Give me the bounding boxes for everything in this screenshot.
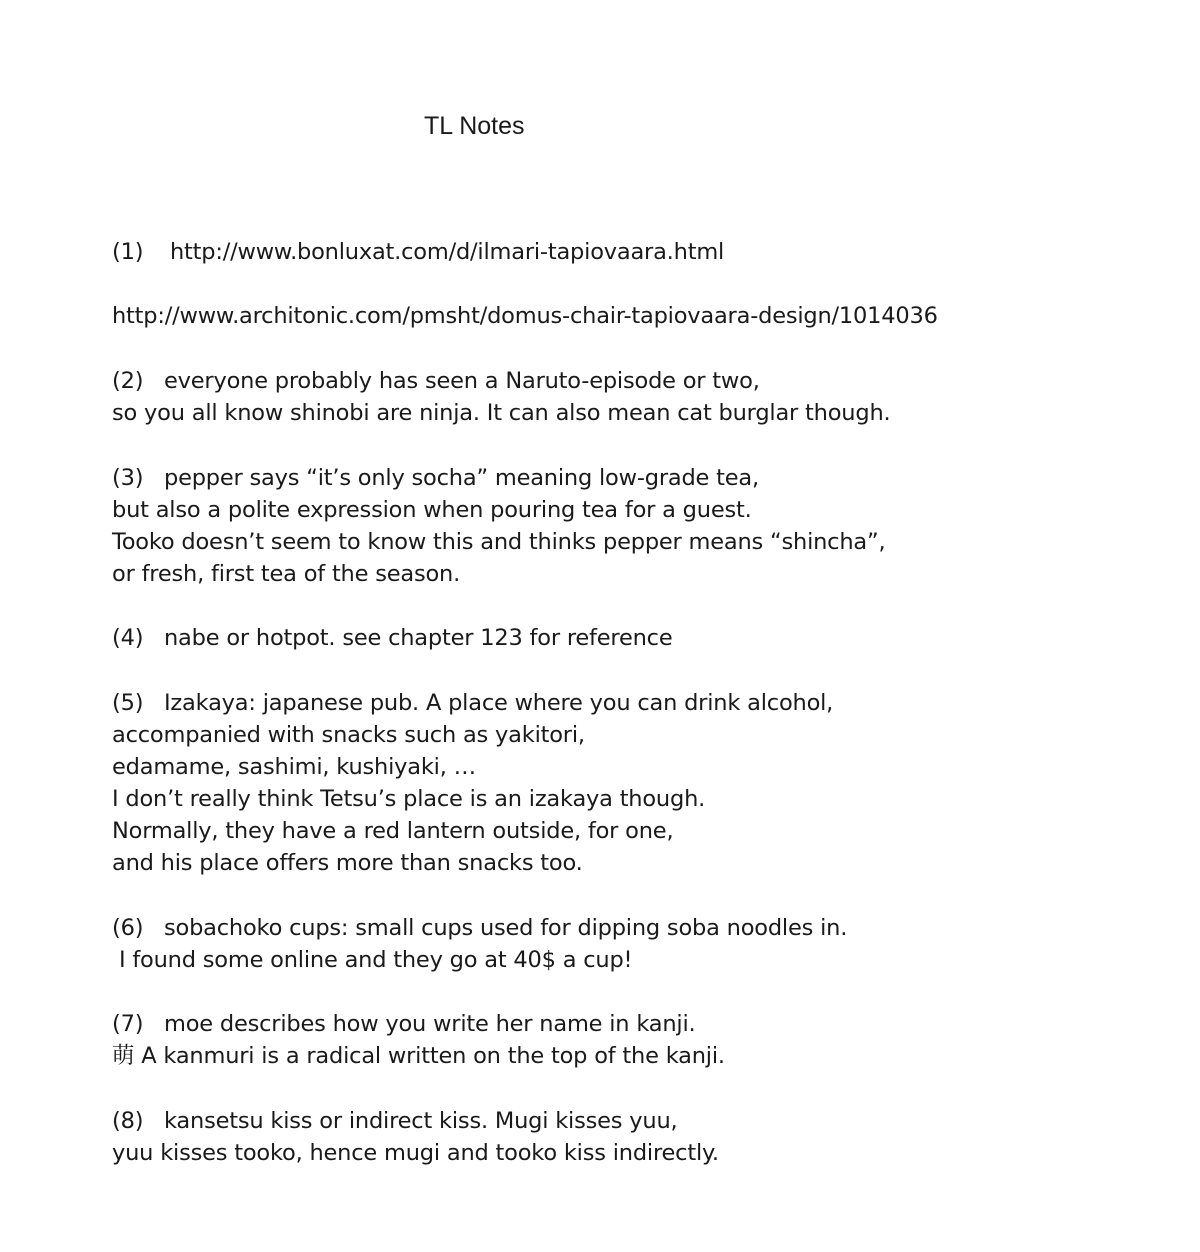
note-text: everyone probably has seen a Naruto-episode or two, (164, 368, 760, 394)
note-text: 萌 A kanmuri is a radical written on the top of the kanji. (112, 1043, 725, 1069)
note-number: (8) (112, 1108, 144, 1134)
note-number: (2) (112, 368, 144, 394)
note-text: nabe or hotpot. see chapter 123 for reference (164, 625, 673, 651)
note-text: Tooko doesn’t seem to know this and thinks pepper means “shincha”, (112, 529, 886, 555)
note-number: (6) (112, 915, 144, 941)
note-number: (1) (112, 239, 144, 265)
note-text: Izakaya: japanese pub. A place where you can drink alcohol, (164, 690, 834, 716)
note-2 (112, 365, 760, 397)
note-link-2[interactable]: http://www.architonic.com/pmsht/domus-chair-tapiovaara-design/1014036 (112, 303, 938, 329)
note-4 (112, 622, 672, 654)
note-text: moe describes how you write her name in kanji. (164, 1011, 696, 1037)
note-text: pepper says “it’s only socha” meaning low-grade tea, (164, 465, 759, 491)
note-6 (112, 912, 847, 944)
note-text: I don’t really think Tetsu’s place is an izakaya though. (112, 786, 706, 812)
note-text: I found some online and they go at 40$ a cup! (112, 947, 633, 973)
note-text: kansetsu kiss or indirect kiss. Mugi kisses yuu, (164, 1108, 678, 1134)
note-text: yuu kisses tooko, hence mugi and tooko kiss indirectly. (112, 1140, 719, 1166)
note-number: (5) (112, 690, 144, 716)
note-link-1[interactable]: http://www.bonluxat.com/d/ilmari-tapiovaara.html (170, 239, 725, 265)
note-text: edamame, sashimi, kushiyaki, … (112, 754, 476, 780)
note-text: Normally, they have a red lantern outside, for one, (112, 818, 674, 844)
note-text: and his place offers more than snacks too. (112, 850, 583, 876)
page-title: TL Notes (424, 112, 525, 140)
note-text: sobachoko cups: small cups used for dipping soba noodles in. (164, 915, 848, 941)
note-1 (112, 236, 724, 268)
note-number: (4) (112, 625, 144, 651)
note-3 (112, 462, 759, 494)
note-text: accompanied with snacks such as yakitori, (112, 722, 585, 748)
note-number: (7) (112, 1011, 144, 1037)
note-number: (3) (112, 465, 144, 491)
note-5 (112, 687, 833, 719)
note-text: but also a polite expression when pouring tea for a guest. (112, 497, 752, 523)
note-8 (112, 1105, 677, 1137)
note-7 (112, 1008, 695, 1040)
note-text: or fresh, first tea of the season. (112, 561, 461, 587)
note-text: so you all know shinobi are ninja. It can also mean cat burglar though. (112, 400, 891, 426)
